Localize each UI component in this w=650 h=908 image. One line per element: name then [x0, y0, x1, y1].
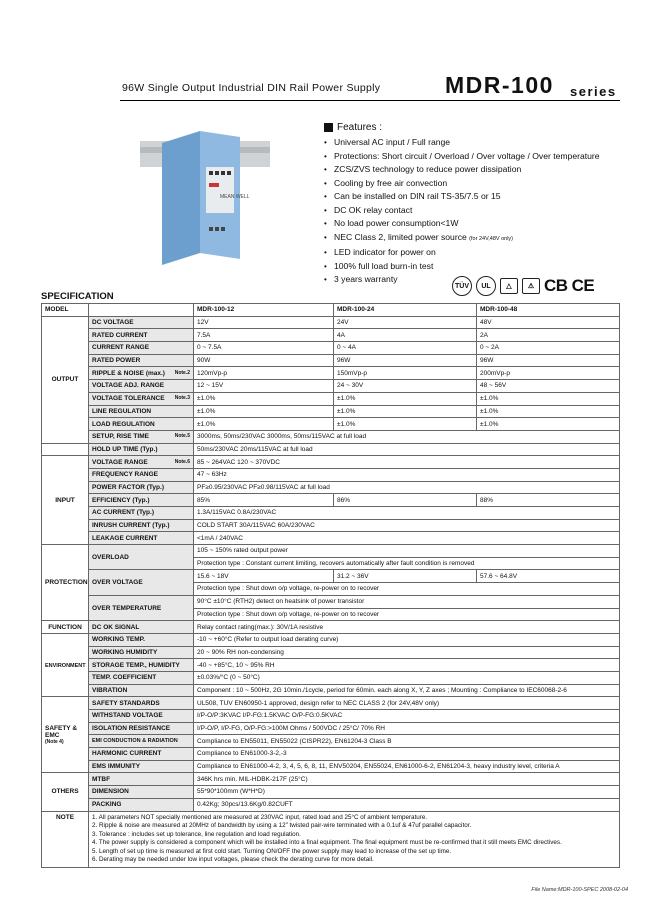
model-header: MODEL	[42, 304, 89, 317]
table-cell: 12 ~ 15V	[194, 380, 334, 393]
table-cell: ±1.0%	[334, 405, 477, 418]
feature-note: (for 24V,48V only)	[469, 235, 513, 242]
param-label: AC CURRENT (Typ.)	[89, 507, 194, 520]
table-cell: 24 ~ 30V	[334, 380, 477, 393]
table-row	[42, 456, 620, 469]
table-cell: Component : 10 ~ 500Hz, 2G 10min./1cycle, period for 60min. each along X, Y, Z axes ; Mounting : Compliance to IEC60068-2-6	[194, 684, 620, 697]
table-row	[42, 684, 620, 697]
feature-item: • DC OK relay contact	[324, 204, 644, 218]
table-cell: I/P-O/P, I/P-FG, O/P-FG:>100M Ohms / 500VDC / 25°C/ 70% RH	[194, 722, 620, 735]
table-row	[42, 659, 620, 672]
note-item: 3. Tolerance : includes set up tolerance, line regulation and load regulation.	[92, 830, 301, 838]
table-cell: ±1.0%	[194, 405, 334, 418]
table-cell: I/P-O/P:3KVAC I/P-FG:1.5KVAC O/P-FG:0.5KVAC	[194, 710, 620, 723]
table-cell: 120mVp-p	[194, 367, 334, 380]
table-cell: 1.3A/115VAC 0.8A/230VAC	[194, 507, 620, 520]
table-cell: Relay contact rating(max.): 30V/1A resistive	[194, 621, 620, 634]
series-label: series	[570, 84, 617, 99]
product-brand: MEAN WELL	[220, 194, 250, 200]
table-row	[42, 342, 620, 355]
table-cell: ±1.0%	[334, 418, 477, 431]
table-row	[42, 507, 620, 520]
param-label: OVER VOLTAGE	[89, 570, 194, 595]
features-section	[324, 122, 644, 287]
table-cell: Protection type : Shut down o/p voltage, re-power on to recover	[194, 583, 620, 596]
table-row	[42, 633, 620, 646]
table-cell: 85 ~ 264VAC 120 ~ 370VDC	[194, 456, 620, 469]
cb-logo: CB	[544, 276, 568, 295]
table-cell: 105 ~ 150% rated output power	[194, 545, 620, 558]
table-row	[42, 735, 620, 748]
group-protection: PROTECTION	[42, 545, 89, 621]
feature-item: • Can be installed on DIN rail TS-35/7.5 or 15	[324, 190, 644, 204]
table-cell: 346K hrs min. MIL-HDBK-217F (25°C)	[194, 773, 620, 786]
table-cell: <1mA / 240VAC	[194, 532, 620, 545]
table-row	[42, 786, 620, 799]
feature-item: • ZCS/ZVS technology to reduce power dissipation	[324, 163, 644, 177]
param-label: VIBRATION	[89, 684, 194, 697]
param-label: RATED POWER	[89, 354, 194, 367]
table-row	[42, 519, 620, 532]
param-label: DC VOLTAGE	[89, 316, 194, 329]
table-cell: 4A	[334, 329, 477, 342]
feature-item: • 3 years warranty	[324, 273, 644, 287]
table-cell: 47 ~ 63Hz	[194, 468, 620, 481]
param-label: VOLTAGE TOLERANCE Note.3	[89, 392, 194, 405]
table-cell: ±1.0%	[477, 418, 620, 431]
table-cell: 0.42Kg; 30pcs/13.6Kg/0.82CUFT	[194, 798, 620, 811]
table-cell: 150mVp-p	[334, 367, 477, 380]
table-row	[42, 710, 620, 723]
table-cell: 88%	[477, 494, 620, 507]
ce-logo: CE	[571, 276, 595, 295]
table-row	[42, 367, 620, 380]
param-label: TEMP. COEFFICIENT	[89, 671, 194, 684]
param-label: EMS IMMUNITY	[89, 760, 194, 773]
header-rule	[120, 100, 620, 101]
table-cell: ±1.0%	[194, 392, 334, 405]
param-label: HOLD UP TIME (Typ.)	[89, 443, 194, 456]
param-label: OVER TEMPERATURE	[89, 595, 194, 620]
note-item: 5. Length of set up time is measured at first cold start. Turning ON/OFF the power supply may lead to increase of the set up time.	[92, 847, 452, 855]
ul-cert-icon: UL	[476, 276, 496, 296]
param-label: ISOLATION RESISTANCE	[89, 722, 194, 735]
table-cell: ±1.0%	[194, 418, 334, 431]
table-cell: 57.6 ~ 64.8V	[477, 570, 620, 583]
table-cell: 200mVp-p	[477, 367, 620, 380]
table-cell: 90°C ±10°C (RTH2) detect on heatsink of power transistor	[194, 595, 620, 608]
product-subtitle: 96W Single Output Industrial DIN Rail Power Supply	[122, 82, 381, 94]
file-name: File Name:MDR-100-SPEC 2008-02-04	[531, 887, 628, 893]
table-row	[42, 646, 620, 659]
table-row	[42, 443, 620, 456]
bullet-square-icon	[324, 123, 333, 132]
table-cell: 0 ~ 7.5A	[194, 342, 334, 355]
table-cell: Compliance to EN61000-4-2, 3, 4, 5, 6, 8, 11, ENV50204, EN55024, EN61000-6-2, EN61204-3, heavy industry level, criteria A	[194, 760, 620, 773]
note-item: 6. Derating may be needed under low input voltages, please check the derating curve for more detail.	[92, 856, 374, 864]
specification-table	[41, 303, 620, 868]
table-cell: 90W	[194, 354, 334, 367]
table-cell: PF≥0.95/230VAC PF≥0.98/115VAC at full load	[194, 481, 620, 494]
group-input: INPUT	[42, 456, 89, 545]
param-label: EMI CONDUCTION & RADIATION	[89, 735, 194, 748]
group-safety-emc: SAFETY & EMC (Note 4)	[42, 697, 89, 773]
table-row	[42, 405, 620, 418]
table-row	[42, 392, 620, 405]
features-title: Features :	[337, 122, 383, 133]
param-label: EFFICIENCY (Typ.)	[89, 494, 194, 507]
table-cell: Compliance to EN55011, EN55022 (CISPR22), EN61204-3 Class B	[194, 735, 620, 748]
table-cell: 24V	[334, 316, 477, 329]
table-cell: ±1.0%	[477, 405, 620, 418]
table-row	[42, 748, 620, 761]
ce-mark-icon: ⚠	[522, 278, 540, 294]
table-cell: MDR-100-24	[334, 304, 477, 317]
table-cell: Protection type : Shut down o/p voltage, re-power on to recover	[194, 608, 620, 621]
note-item: 1. All parameters NOT specially mentioned are measured at 230VAC input, rated load and 25°C of ambient temperature.	[92, 813, 428, 821]
table-cell: 7.5A	[194, 329, 334, 342]
model-name: MDR-100	[445, 72, 554, 98]
param-label: LINE REGULATION	[89, 405, 194, 418]
param-label: WITHSTAND VOLTAGE	[89, 710, 194, 723]
table-row	[42, 418, 620, 431]
table-row	[42, 621, 620, 634]
table-cell: ±1.0%	[334, 392, 477, 405]
table-cell: 12V	[194, 316, 334, 329]
table-cell: -10 ~ +60°C (Refer to output load derating curve)	[194, 633, 620, 646]
feature-item: • Universal AC input / Full range	[324, 136, 644, 150]
table-cell: MDR-100-48	[477, 304, 620, 317]
table-cell: 0 ~ 2A	[477, 342, 620, 355]
table-row	[42, 595, 620, 608]
table-cell: MDR-100-12	[194, 304, 334, 317]
param-label: INRUSH CURRENT (Typ.)	[89, 519, 194, 532]
param-label: PACKING	[89, 798, 194, 811]
note-item: 4. The power supply is considered a component which will be installed into a final equipment. The final equipment must be re-confirmed that it still meets EMC directives.	[92, 839, 562, 847]
table-cell: -40 ~ +85°C, 10 ~ 95% RH	[194, 659, 620, 672]
param-label: VOLTAGE ADJ. RANGE	[89, 380, 194, 393]
table-row	[42, 798, 620, 811]
note-item: 2. Ripple & noise are measured at 20MHz of bandwidth by using a 12" twisted pair-wire terminated with a 0.1uf & 47uf parallel capacitor.	[92, 822, 472, 830]
table-row	[42, 380, 620, 393]
param-label: STORAGE TEMP., HUMIDITY	[89, 659, 194, 672]
table-row	[42, 532, 620, 545]
table-row	[42, 316, 620, 329]
table-cell: UL508, TUV EN60950-1 approved, design refer to NEC CLASS 2 (for 24V,48V only)	[194, 697, 620, 710]
table-row	[42, 697, 620, 710]
notes-cell	[89, 811, 620, 868]
param-label: RATED CURRENT	[89, 329, 194, 342]
group-note: NOTE	[42, 811, 89, 868]
group-output: OUTPUT	[42, 316, 89, 443]
group-environment: ENVIRONMENT	[42, 633, 89, 696]
table-cell: 85%	[194, 494, 334, 507]
param-label: RIPPLE & NOISE (max.) Note.2	[89, 367, 194, 380]
param-label: OVERLOAD	[89, 545, 194, 570]
param-label: SETUP, RISE TIME Note.5	[89, 430, 194, 443]
table-cell: 3000ms, 50ms/230VAC 3000ms, 50ms/115VAC at full load	[194, 430, 620, 443]
table-cell: 15.6 ~ 18V	[194, 570, 334, 583]
param-label: MTBF	[89, 773, 194, 786]
table-row	[42, 811, 620, 868]
table-row	[42, 494, 620, 507]
table-cell: ±0.03%/°C (0 ~ 50°C)	[194, 671, 620, 684]
table-cell: 48 ~ 56V	[477, 380, 620, 393]
table-row	[42, 329, 620, 342]
table-row	[42, 545, 620, 558]
feature-item: • NEC Class 2, limited power source (for 24V,48V only)	[324, 231, 644, 247]
table-row	[42, 304, 620, 317]
param-label: FREQUENCY RANGE	[89, 468, 194, 481]
feature-item: • No load power consumption<1W	[324, 217, 644, 231]
param-label: WORKING TEMP.	[89, 633, 194, 646]
param-label: CURRENT RANGE	[89, 342, 194, 355]
certification-logos	[452, 276, 594, 296]
table-cell: 20 ~ 90% RH non-condensing	[194, 646, 620, 659]
table-cell: 96W	[477, 354, 620, 367]
tuv-cert-icon: TÜV	[452, 276, 472, 296]
feature-item: • 100% full load burn-in test	[324, 260, 644, 274]
feature-item: • Protections: Short circuit / Overload / Over voltage / Over temperature	[324, 150, 644, 164]
table-cell: 50ms/230VAC 20ms/115VAC at full load	[194, 443, 620, 456]
param-label: VOLTAGE RANGE Note.6	[89, 456, 194, 469]
table-row	[42, 570, 620, 583]
table-cell: 0 ~ 4A	[334, 342, 477, 355]
param-label: POWER FACTOR (Typ.)	[89, 481, 194, 494]
param-label: DC OK SIGNAL	[89, 621, 194, 634]
table-row	[42, 773, 620, 786]
param-label: LEAKAGE CURRENT	[89, 532, 194, 545]
feature-item: • Cooling by free air convection	[324, 177, 644, 191]
table-cell: Compliance to EN61000-3-2,-3	[194, 748, 620, 761]
feature-item: • LED indicator for power on	[324, 246, 644, 260]
table-row	[42, 430, 620, 443]
table-cell: COLD START 30A/115VAC 60A/230VAC	[194, 519, 620, 532]
table-cell: 55*90*100mm (W*H*D)	[194, 786, 620, 799]
table-cell: 96W	[334, 354, 477, 367]
param-label: SAFETY STANDARDS	[89, 697, 194, 710]
product-photo	[140, 123, 270, 273]
param-label: WORKING HUMIDITY	[89, 646, 194, 659]
spec-title: SPECIFICATION	[41, 291, 114, 302]
ccc-cert-icon: △	[500, 278, 518, 294]
table-row	[42, 468, 620, 481]
table-cell: Protection type : Constant current limiting, recovers automatically after fault condition is removed	[194, 557, 620, 570]
table-cell: 31.2 ~ 36V	[334, 570, 477, 583]
param-label: LOAD REGULATION	[89, 418, 194, 431]
table-cell: 48V	[477, 316, 620, 329]
table-cell: ±1.0%	[477, 392, 620, 405]
table-cell: 86%	[334, 494, 477, 507]
table-row	[42, 722, 620, 735]
param-label: DIMENSION	[89, 786, 194, 799]
group-others: OTHERS	[42, 773, 89, 811]
table-row	[42, 671, 620, 684]
table-row	[42, 760, 620, 773]
table-row	[42, 481, 620, 494]
group-function: FUNCTION	[42, 621, 89, 634]
table-row	[42, 354, 620, 367]
table-cell: 2A	[477, 329, 620, 342]
param-label: HARMONIC CURRENT	[89, 748, 194, 761]
